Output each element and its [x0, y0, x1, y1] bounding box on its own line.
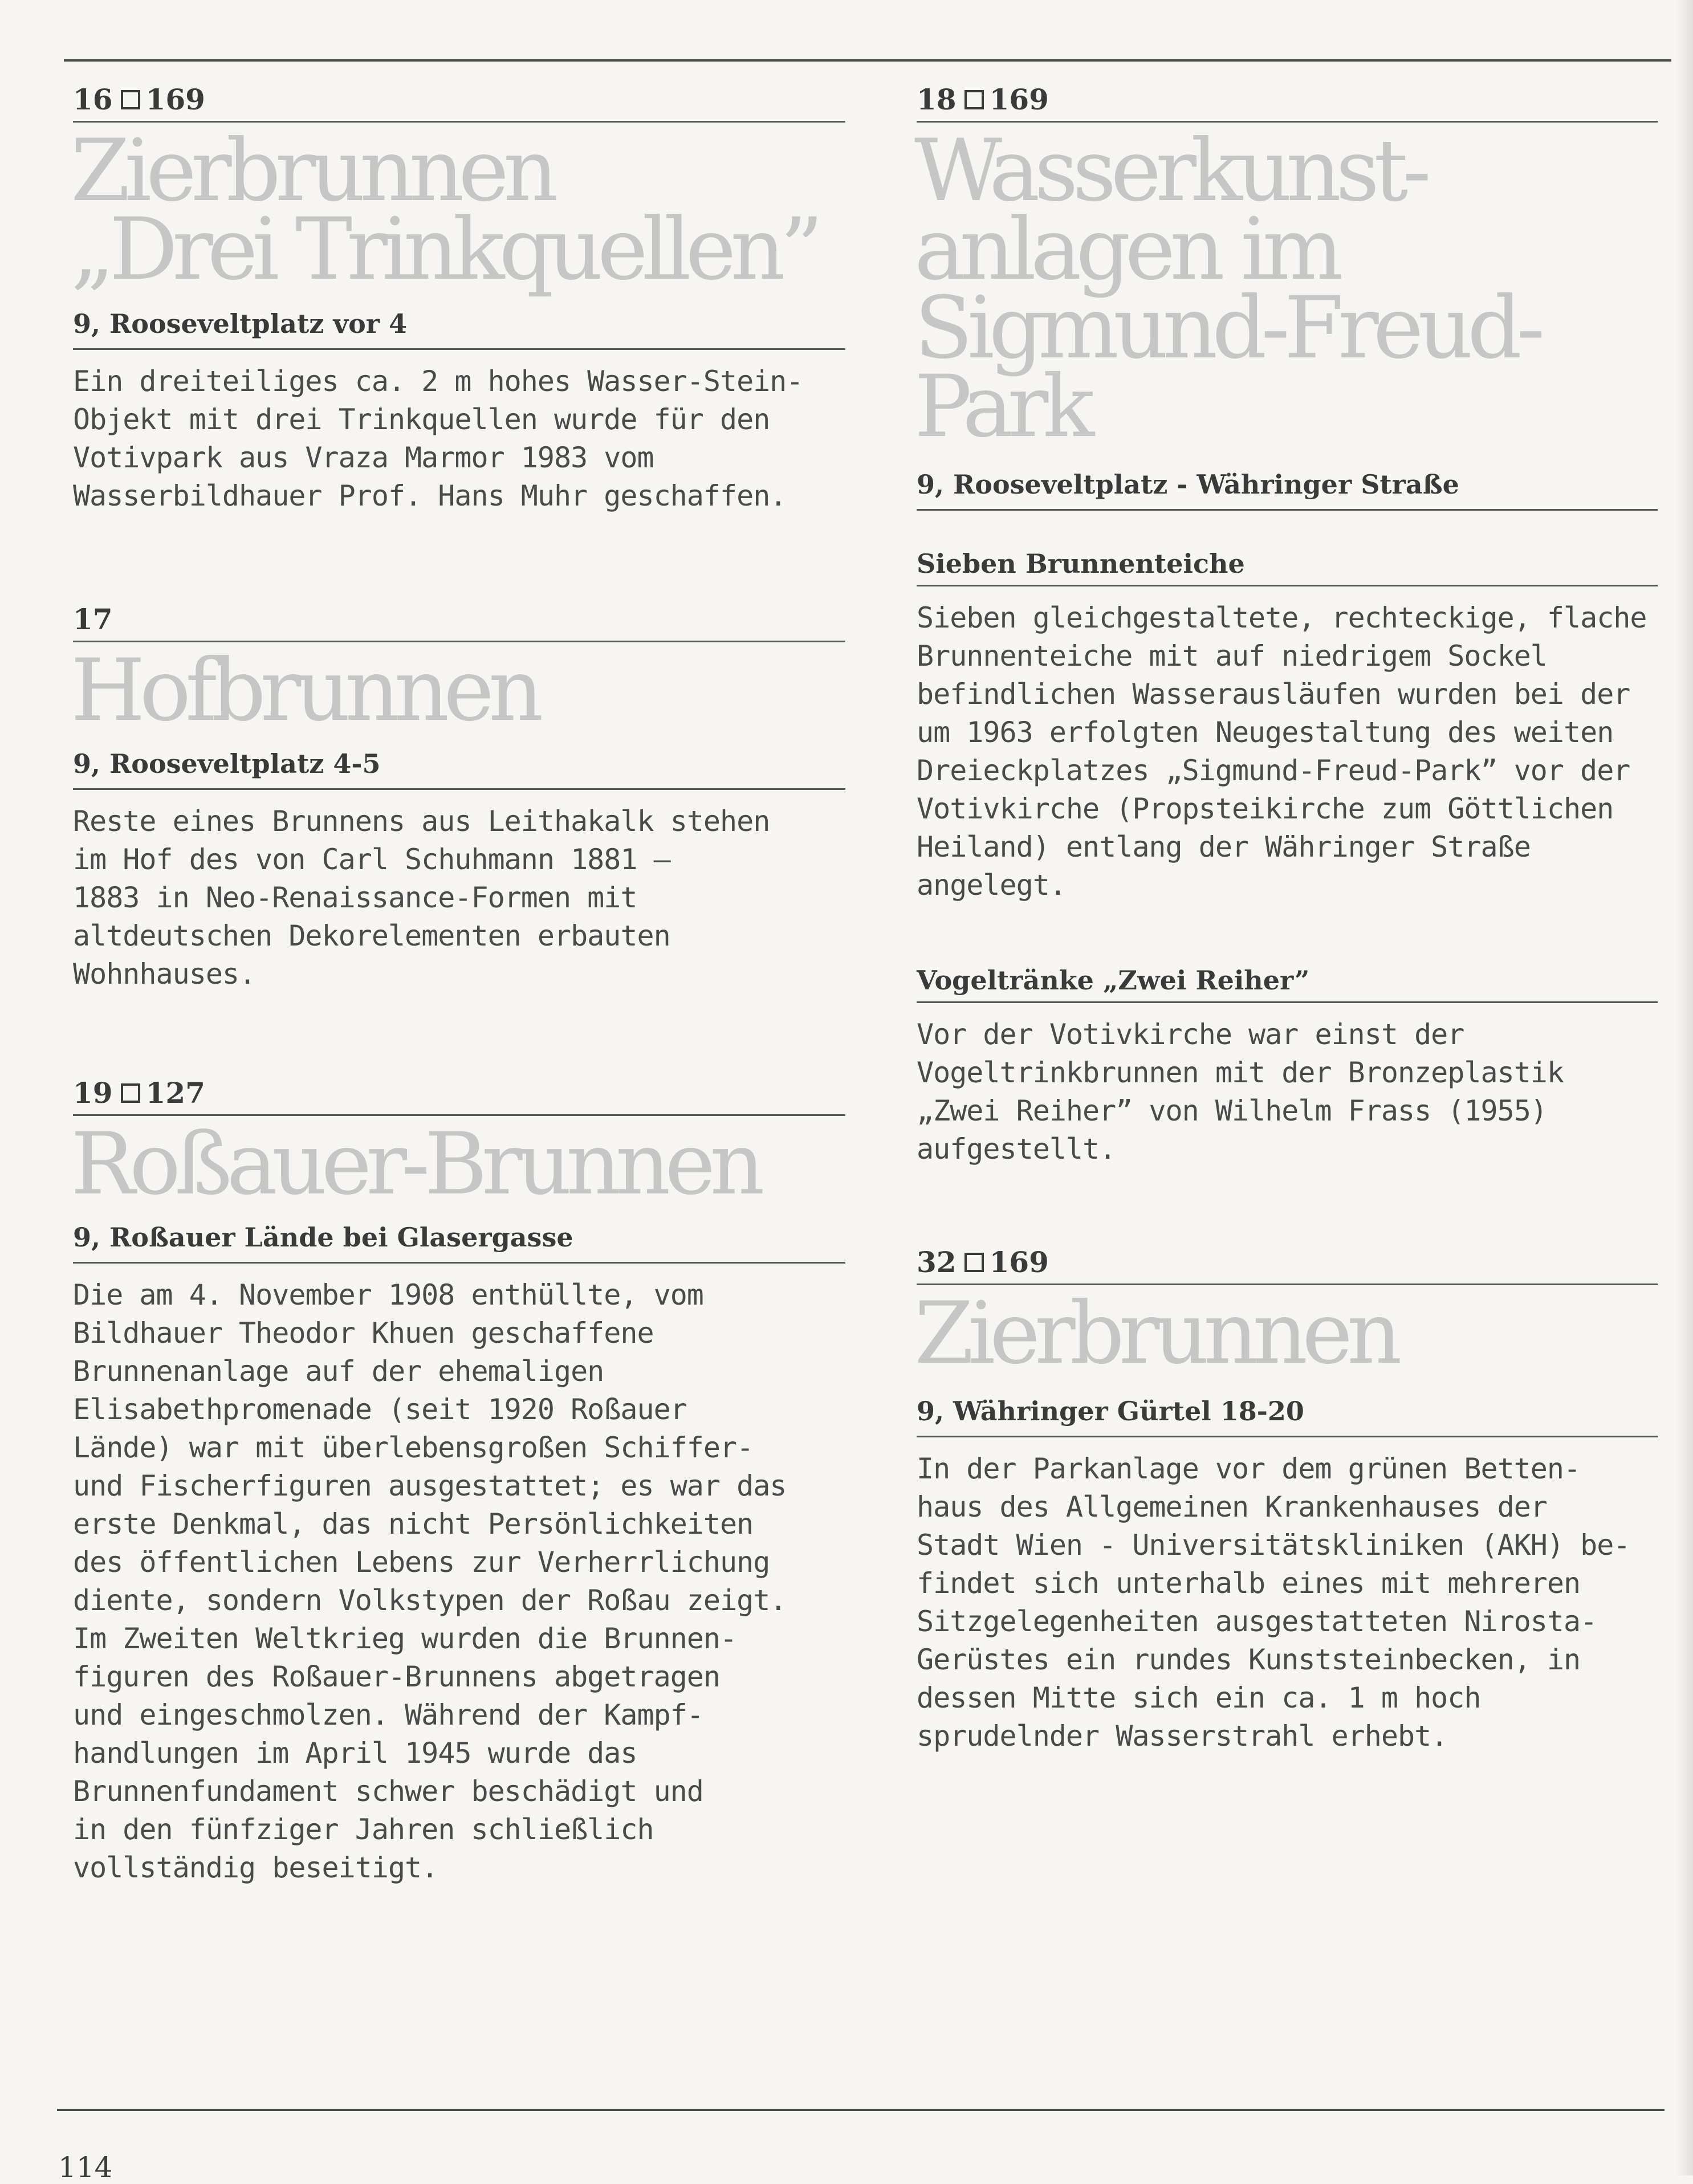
- body-line: Sitzgelegenheiten ausgestatteten Nirosta-: [917, 1605, 1597, 1638]
- body-line: in den fünfziger Jahren schließlich: [73, 1813, 654, 1846]
- title-line: Zierbrunnen: [914, 1284, 1397, 1383]
- body-line: Stadt Wien - Universitätskliniken (AKH) be-: [917, 1529, 1630, 1562]
- checkbox-icon: [121, 1083, 140, 1103]
- body-line: Wohnhauses.: [73, 957, 256, 991]
- body-line: befindlichen Wasserausläufen wurden bei der: [917, 678, 1630, 711]
- entry-number-value: 32: [917, 1245, 957, 1279]
- title-line: Zierbrunnen: [71, 121, 553, 221]
- body-line: Brunnenanlage auf der ehemaligen: [73, 1355, 604, 1388]
- title-line: Hofbrunnen: [71, 641, 538, 740]
- entry-number: [917, 85, 1658, 123]
- body-line: und eingeschmolzen. Während der Kampf-: [73, 1698, 703, 1731]
- body-line: Brunnenteiche mit auf niedrigem Sockel: [917, 639, 1547, 673]
- entry-ref-value: 169: [989, 83, 1049, 116]
- title-line: Sigmund-Freud-: [914, 279, 1540, 378]
- entry-title: [914, 1284, 1658, 1383]
- body-line: und Fischerfiguren ausgestattet; es war das: [73, 1469, 787, 1502]
- right-column: [914, 83, 1658, 1755]
- body-line: Heiland) entlang der Währinger Straße: [917, 830, 1531, 863]
- body-line: dessen Mitte sich ein ca. 1 m hoch: [917, 1681, 1481, 1714]
- entry-number: [73, 1076, 845, 1116]
- body-line: handlungen im April 1945 wurde das: [73, 1737, 637, 1770]
- entry-address: 9, Währinger Gürtel 18-20: [917, 1398, 1658, 1437]
- body-line: Votivpark aus Vraza Marmor 1983 vom: [73, 441, 654, 474]
- body-line: Objekt mit drei Trinkquellen wurde für den: [73, 403, 770, 436]
- entry-16: [73, 85, 845, 515]
- body-line: In der Parkanlage vor dem grünen Betten-: [917, 1452, 1581, 1485]
- title-line: „Drei Trinkquellen”: [71, 200, 818, 299]
- entry-ref-value: 169: [145, 83, 205, 116]
- body-line: Lände) war mit überlebensgroßen Schiffer-: [73, 1431, 754, 1464]
- entry-17: [71, 602, 845, 993]
- subsection-heading: Vogeltränke „Zwei Reiher”: [917, 967, 1658, 1003]
- title-line: anlagen im: [914, 200, 1338, 299]
- body-line: aufgestellt.: [917, 1132, 1116, 1166]
- body-line: altdeutschen Dekorelementen erbauten: [73, 919, 670, 952]
- bottom-rule: [57, 2109, 1664, 2111]
- checkbox-icon: [964, 1253, 984, 1272]
- entry-number: [73, 602, 845, 642]
- entry-title: [71, 1115, 845, 1214]
- entry-number-value: 17: [73, 602, 113, 636]
- entry-19: [71, 1076, 845, 1887]
- page-edge-shadow: [1676, 0, 1693, 2175]
- left-column: [73, 85, 845, 1887]
- body-line: Wasserbildhauer Prof. Hans Muhr geschaffen.: [73, 479, 787, 512]
- entry-title: [914, 121, 1658, 457]
- body-line: diente, sondern Volkstypen der Roßau zeigt.: [73, 1584, 787, 1617]
- body-line: des öffentlichen Lebens zur Verherrlichung: [73, 1546, 770, 1579]
- subsection-body: [917, 599, 1658, 904]
- title-line: Park: [914, 357, 1089, 457]
- entry-ref-value: 169: [989, 1245, 1049, 1279]
- body-line: Sieben gleichgestaltete, rechteckige, flache: [917, 601, 1647, 634]
- entry-address: 9, Roßauer Lände bei Glasergasse: [73, 1224, 845, 1264]
- body-line: Vogeltrinkbrunnen mit der Bronzeplastik: [917, 1056, 1564, 1089]
- top-rule: [64, 59, 1671, 62]
- entry-address: 9, Rooseveltplatz vor 4: [73, 311, 845, 350]
- entry-body: [917, 1450, 1658, 1755]
- entry-32: [914, 1245, 1658, 1755]
- checkbox-icon: [121, 90, 140, 109]
- entry-number: [917, 1245, 1658, 1285]
- entry-ref-value: 127: [145, 1076, 205, 1110]
- entry-number-value: 19: [73, 1076, 113, 1110]
- body-line: Ein dreiteiliges ca. 2 m hohes Wasser-Stein-: [73, 365, 803, 398]
- body-line: sprudelnder Wasserstrahl erhebt.: [917, 1720, 1448, 1753]
- body-line: Brunnenfundament schwer beschädigt und: [73, 1775, 703, 1808]
- subsection-heading: Sieben Brunnenteiche: [917, 551, 1658, 586]
- body-line: findet sich unterhalb eines mit mehreren: [917, 1567, 1581, 1600]
- entry-18: [914, 83, 1658, 1168]
- entry-body: [73, 362, 845, 515]
- title-line: Roßauer-Brunnen: [71, 1115, 759, 1214]
- title-line: Wasserkunst-: [914, 121, 1426, 221]
- entry-body: [73, 1276, 845, 1887]
- body-line: „Zwei Reiher” von Wilhelm Frass (1955): [917, 1094, 1547, 1127]
- body-line: Bildhauer Theodor Khuen geschaffene: [73, 1317, 654, 1350]
- body-line: im Hof des von Carl Schuhmann 1881 –: [73, 843, 670, 876]
- body-line: um 1963 erfolgten Neugestaltung des weiten: [917, 716, 1614, 749]
- body-line: Die am 4. November 1908 enthüllte, vom: [73, 1278, 703, 1311]
- entry-title: [71, 641, 845, 740]
- entry-title: [71, 121, 845, 299]
- body-line: Im Zweiten Weltkrieg wurden die Brunnen-: [73, 1622, 737, 1655]
- entry-address: 9, Rooseveltplatz - Währinger Straße: [917, 471, 1658, 511]
- checkbox-icon: [964, 90, 984, 109]
- entry-body: [73, 802, 845, 993]
- entry-number-value: 16: [73, 83, 113, 116]
- body-line: Votivkirche (Propsteikirche zum Göttlichen: [917, 792, 1614, 825]
- entry-address: 9, Rooseveltplatz 4-5: [73, 751, 845, 790]
- body-line: figuren des Roßauer-Brunnens abgetragen: [73, 1660, 720, 1693]
- body-line: Reste eines Brunnens aus Leithakalk stehen: [73, 805, 770, 838]
- body-line: Dreieckplatzes „Sigmund-Freud-Park” vor der: [917, 754, 1630, 787]
- entry-number: [73, 85, 845, 123]
- entry-number-value: 18: [917, 83, 957, 116]
- body-line: erste Denkmal, das nicht Persönlichkeiten: [73, 1507, 754, 1541]
- body-line: haus des Allgemeinen Krankenhauses der: [917, 1490, 1547, 1523]
- body-line: Vor der Votivkirche war einst der: [917, 1018, 1464, 1051]
- subsection-body: [917, 1016, 1658, 1168]
- body-line: angelegt.: [917, 869, 1066, 902]
- page-number: 114: [58, 2151, 113, 2184]
- body-line: 1883 in Neo-Renaissance-Formen mit: [73, 881, 637, 914]
- body-line: Elisabethpromenade (seit 1920 Roßauer: [73, 1393, 687, 1426]
- body-line: Gerüstes ein rundes Kunststeinbecken, in: [917, 1643, 1581, 1676]
- body-line: vollständig beseitigt.: [73, 1851, 438, 1884]
